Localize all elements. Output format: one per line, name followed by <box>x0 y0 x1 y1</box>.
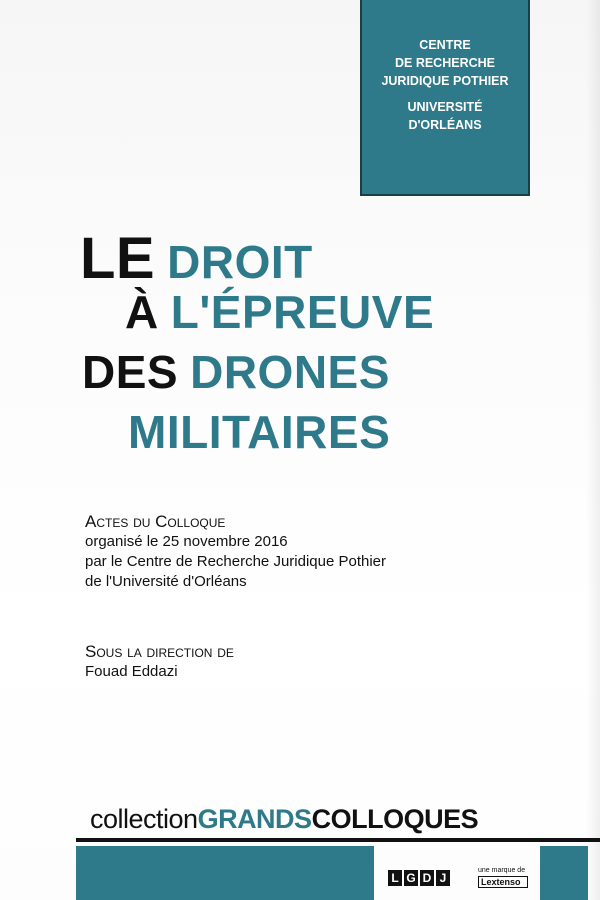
collection-name <box>90 804 478 835</box>
logo-letter: G <box>404 870 418 886</box>
collection-grands: GRANDS <box>197 804 312 834</box>
title-word-epreuve: L'ÉPREUVE <box>170 286 435 338</box>
proceedings-heading: Actes du Colloque <box>85 512 226 531</box>
brand-note: une marque de <box>478 867 526 874</box>
proceedings-date: organisé le 25 novembre 2016 <box>85 533 288 550</box>
editor-heading: Sous la direction de <box>85 642 234 661</box>
logo-letter: J <box>436 870 450 886</box>
institution-line: CENTRE <box>419 38 471 52</box>
editor-info <box>85 642 234 682</box>
logo-letter: L <box>388 870 402 886</box>
title-word-a: À <box>125 286 159 338</box>
institution-box <box>360 0 530 196</box>
footer-block-right <box>540 846 588 900</box>
university-line: UNIVERSITÉ <box>407 100 483 114</box>
collection-prefix: collection <box>90 804 198 834</box>
university-line: D'ORLÉANS <box>408 118 482 132</box>
title-word-militaires: MILITAIRES <box>128 406 391 458</box>
proceedings-organizer: par le Centre de Recherche Juridique Pothier <box>85 553 387 570</box>
editor-name: Fouad Eddazi <box>85 663 178 680</box>
title-word-le: LE <box>80 226 156 291</box>
proceedings-info <box>85 512 386 592</box>
logo-letter: D <box>420 870 434 886</box>
proceedings-university: de l'Université d'Orléans <box>85 573 247 590</box>
footer-rule <box>76 838 600 842</box>
lgdj-logo <box>388 870 450 886</box>
book-title <box>80 225 500 465</box>
title-word-drones: DRONES <box>190 346 390 398</box>
institution-line: DE RECHERCHE <box>394 56 495 70</box>
page-edge-shadow <box>586 0 600 900</box>
title-word-des: DES <box>82 346 179 398</box>
title-word-droit: DROIT <box>167 236 313 288</box>
institution-line: JURIDIQUE POTHIER <box>381 74 509 88</box>
footer-block-left <box>76 846 374 900</box>
collection-colloques: COLLOQUES <box>311 804 479 834</box>
publisher-brand <box>478 866 538 888</box>
title-word <box>80 225 155 292</box>
brand-name: Lextenso <box>478 876 528 888</box>
